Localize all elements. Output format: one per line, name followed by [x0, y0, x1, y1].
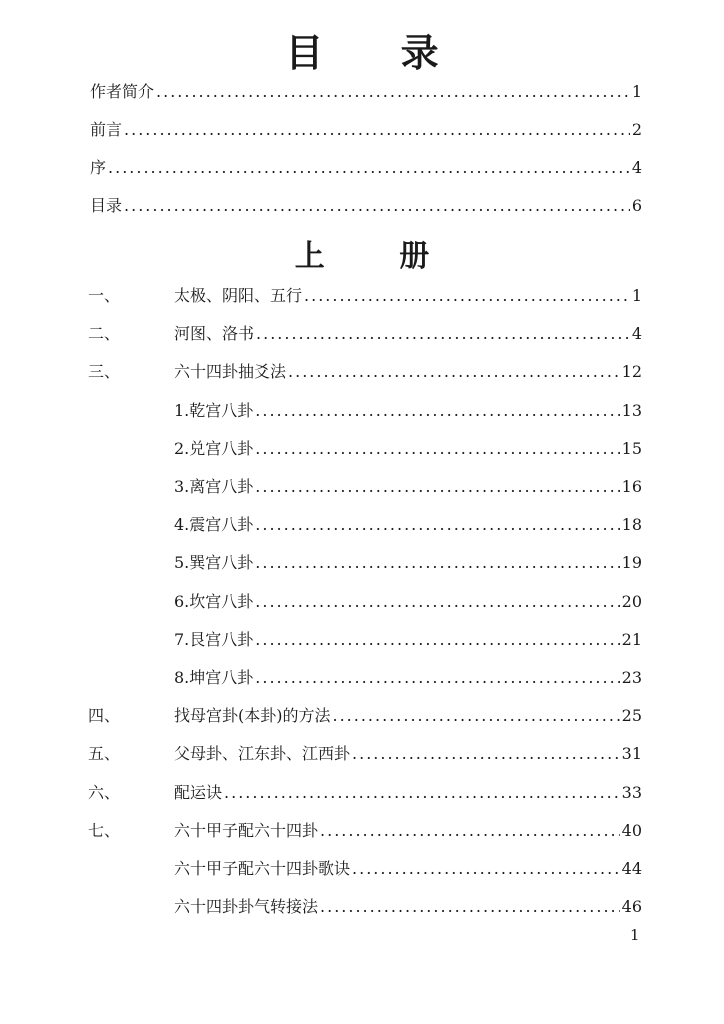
toc-entry-page: 31 [621, 744, 642, 763]
toc-entry[interactable] [88, 284, 642, 308]
dot-leader [256, 322, 630, 346]
toc-entry-label: 六十四卦抽爻法 [174, 362, 287, 381]
dot-leader [352, 742, 620, 766]
toc-entry[interactable] [88, 360, 642, 384]
toc-entry-label: 作者简介 [90, 82, 155, 101]
toc-entry-label: 6.坎宫八卦 [174, 592, 254, 611]
toc-entry-page: 16 [621, 477, 642, 496]
page-title: 目 录 [285, 30, 471, 75]
dot-leader [124, 194, 630, 218]
toc-entry[interactable] [90, 118, 642, 142]
toc-entry[interactable] [88, 704, 642, 728]
toc-entry-number: 三、 [88, 362, 121, 381]
toc-entry-page: 1 [631, 286, 642, 305]
toc-entry[interactable] [90, 156, 642, 180]
toc-entry-page: 18 [621, 515, 642, 534]
toc-entry-page: 6 [631, 196, 642, 215]
toc-entry-page: 12 [621, 362, 642, 381]
toc-entry[interactable] [174, 475, 642, 499]
toc-entry-page: 33 [621, 783, 642, 802]
dot-leader [320, 895, 620, 919]
toc-entry-label: 六十四卦卦气转接法 [174, 897, 319, 916]
toc-entry-page: 46 [621, 897, 642, 916]
dot-leader [255, 437, 619, 461]
toc-entry-label: 配运诀 [174, 783, 223, 802]
dot-leader [255, 513, 619, 537]
dot-leader [255, 551, 619, 575]
toc-entry-page: 21 [621, 630, 642, 649]
dot-leader [255, 475, 619, 499]
dot-leader [224, 781, 620, 805]
section-title: 上 册 [294, 239, 462, 274]
toc-entry-number: 六、 [88, 783, 121, 802]
dot-leader [320, 819, 620, 843]
toc-entry[interactable] [90, 194, 642, 218]
dot-leader [124, 118, 630, 142]
toc-entry-number: 四、 [88, 706, 121, 725]
toc-entry-label: 六十甲子配六十四卦歌诀 [174, 859, 351, 878]
dot-leader [352, 857, 620, 881]
toc-entry-label: 3.离宫八卦 [174, 477, 254, 496]
toc-entry[interactable] [174, 437, 642, 461]
dot-leader [156, 80, 630, 104]
toc-entry-page: 4 [631, 324, 642, 343]
toc-entry-label: 前言 [90, 120, 123, 139]
dot-leader [255, 628, 619, 652]
toc-entry[interactable] [88, 819, 642, 843]
toc-entry[interactable] [174, 857, 642, 881]
toc-entry-label: 4.震宫八卦 [174, 515, 254, 534]
toc-entry-page: 2 [631, 120, 642, 139]
toc-entry-label: 2.兑宫八卦 [174, 439, 254, 458]
toc-entry[interactable] [174, 513, 642, 537]
toc-entry-label: 8.坤宫八卦 [174, 668, 254, 687]
toc-entry[interactable] [174, 399, 642, 423]
toc-entry-label: 父母卦、江东卦、江西卦 [174, 744, 351, 763]
toc-entry[interactable] [174, 590, 642, 614]
toc-entry-number: 五、 [88, 744, 121, 763]
page-number: 1 [630, 926, 640, 944]
toc-entry-number: 一、 [88, 286, 121, 305]
toc-entry[interactable] [174, 666, 642, 690]
toc-entry[interactable] [88, 322, 642, 346]
toc-entry-label: 找母宫卦(本卦)的方法 [174, 706, 331, 725]
toc-entry-page: 15 [621, 439, 642, 458]
dot-leader [304, 284, 630, 308]
toc-entry-label: 5.巽宫八卦 [174, 553, 254, 572]
toc-entry-page: 40 [621, 821, 642, 840]
toc-entry[interactable] [174, 551, 642, 575]
toc-entry[interactable] [90, 80, 642, 104]
toc-entry[interactable] [88, 781, 642, 805]
dot-leader [288, 360, 620, 384]
dot-leader [255, 590, 619, 614]
toc-entry-page: 13 [621, 401, 642, 420]
toc-entry-label: 河图、洛书 [174, 324, 255, 343]
toc-entry-label: 目录 [90, 196, 123, 215]
toc-entry-number: 七、 [88, 821, 121, 840]
toc-entry-page: 1 [631, 82, 642, 101]
toc-entry[interactable] [174, 628, 642, 652]
toc-entry-label: 序 [90, 158, 107, 177]
toc-entry-label: 太极、阴阳、五行 [174, 286, 303, 305]
dot-leader [108, 156, 630, 180]
toc-entry-label: 1.乾宫八卦 [174, 401, 254, 420]
toc-entry[interactable] [88, 742, 642, 766]
toc-entry-page: 20 [621, 592, 642, 611]
toc-entry-page: 19 [621, 553, 642, 572]
toc-entry-page: 25 [621, 706, 642, 725]
dot-leader [333, 704, 620, 728]
toc-entry-page: 23 [621, 668, 642, 687]
toc-entry[interactable] [174, 895, 642, 919]
dot-leader [255, 399, 619, 423]
toc-entry-number: 二、 [88, 324, 121, 343]
toc-entry-page: 44 [621, 859, 642, 878]
toc-entry-label: 六十甲子配六十四卦 [174, 821, 319, 840]
toc-entry-label: 7.艮宫八卦 [174, 630, 254, 649]
dot-leader [255, 666, 619, 690]
toc-entry-page: 4 [631, 158, 642, 177]
